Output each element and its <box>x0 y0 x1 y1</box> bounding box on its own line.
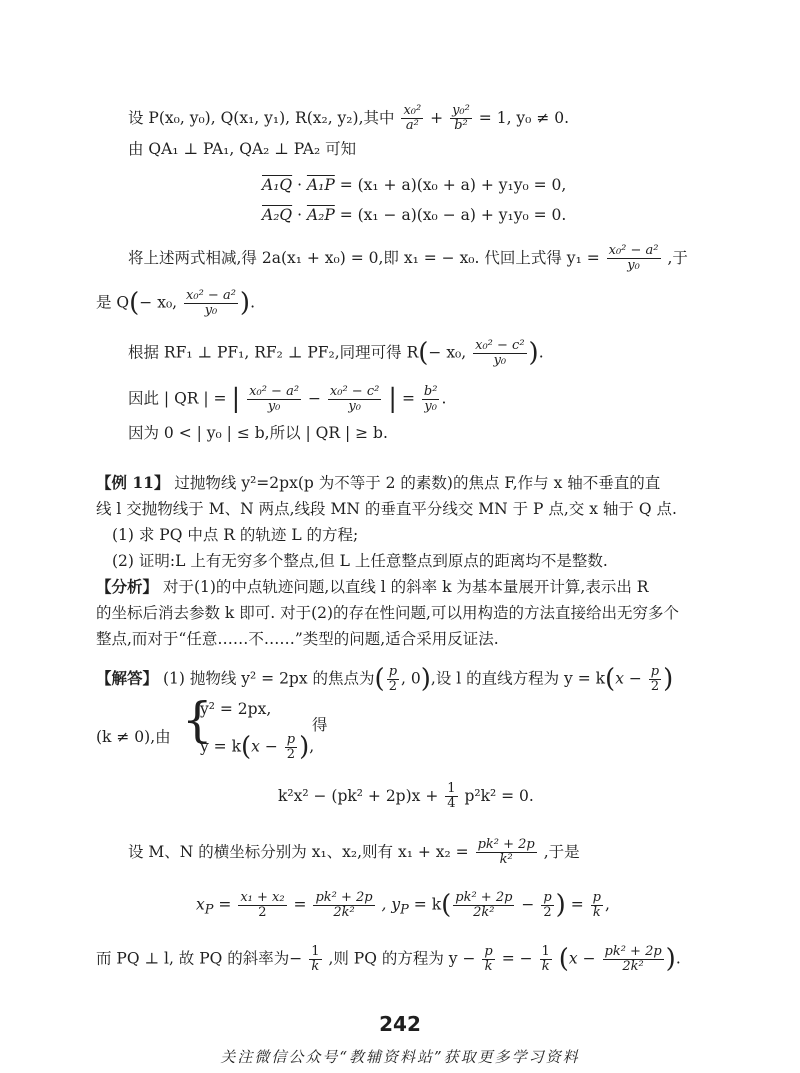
text-line-6: 是 Q(− x₀, $\frac{\text{x₀² − a²}}{\text{y₀}}$ ). <box>96 287 255 319</box>
solution-line-1 <box>96 664 673 695</box>
num: x₀² − a² <box>249 383 300 399</box>
l5-a: 将上述两式相减,得 2a(x₁ + x₀) = 0,即 x₁ = − x₀. 代回上式得 y₁ = <box>128 248 600 267</box>
so4-a: 设 M、N 的横坐标分别为 x₁、x₂,则有 x₁ + x₂ = <box>128 842 469 861</box>
frac-l8b <box>328 385 381 415</box>
x-minus: x − <box>615 669 642 688</box>
analysis-tag: 【分析】 <box>96 577 159 596</box>
den: 2k² <box>333 905 355 921</box>
equation-vec-2 <box>262 206 566 225</box>
num: y₀² <box>452 103 470 118</box>
l1-text: 设 P(x₀, y₀), Q(x₁, y₁), R(x₂, y₂),其中 <box>128 108 395 127</box>
den: k <box>484 959 493 975</box>
example-line-3: (1) 求 PQ 中点 R 的轨迹 L 的方程; <box>112 526 359 544</box>
rhs: = (x₁ − a)(x₀ − a) + y₁y₀ = 0. <box>339 206 567 224</box>
paren-open: ( <box>558 944 569 974</box>
num: 1 <box>311 943 320 959</box>
minus: − <box>307 389 321 408</box>
frac-p-2c <box>285 733 297 763</box>
den: k <box>541 959 550 975</box>
text-line-9: 因为 0 < | y₀ | ≤ b,所以 | QR | ≥ b. <box>128 424 388 442</box>
den: y₀ <box>267 399 281 415</box>
den: 2 <box>258 905 267 921</box>
system-brace: { <box>182 692 213 748</box>
k: = k <box>413 895 442 914</box>
paren-close: ) <box>555 890 566 920</box>
den: a² <box>405 118 419 134</box>
so3-b: p²k² = 0. <box>464 786 534 805</box>
paren-close: ) <box>299 732 310 762</box>
text-line-2: 由 QA₁ ⊥ PA₁, QA₂ ⊥ PA₂ 可知 <box>128 140 357 158</box>
num: pk² + 2p <box>477 837 535 852</box>
analysis-line-2: 的坐标后消去参数 k 即可. 对于(2)的存在性问题,可以用构造的方法直接给出无穷多个 <box>96 604 679 622</box>
rhs: = (x₁ + a)(x₀ + a) + y₁y₀ = 0, <box>339 176 567 194</box>
frac-1-4 <box>445 782 457 812</box>
abs-open: | <box>231 384 241 414</box>
vec: A₂Q <box>262 206 293 224</box>
num: p <box>592 889 601 905</box>
den: 2 <box>543 905 552 921</box>
an1: 对于(1)的中点轨迹问题,以直线 l 的斜率 k 为基本量展开计算,表示出 R <box>162 578 649 596</box>
num: p <box>543 889 552 905</box>
den: y₀ <box>204 303 218 319</box>
text-line-7: 根据 RF₁ ⊥ PF₁, RF₂ ⊥ PF₂,同理可得 R(− x₀, $\frac{\text{x₀² − c²}}{\text{y₀}}$ ). <box>128 337 544 369</box>
vec: A₁Q <box>262 176 293 194</box>
eq: = <box>570 895 584 914</box>
sub-p: P <box>204 902 214 918</box>
solution-line-6: 而 PQ ⊥ l, 故 PQ 的斜率为− $\frac{1}{k}$ ,则 PQ 的方程为 y − $\frac{p}{k}$ = − $\frac{1}{k}$ (x − $\frac{\text{pk² + 2p}}{\text{2k²}}$ ). <box>96 943 681 975</box>
so4-b: ,于是 <box>543 842 580 861</box>
so1-a: (1) 抛物线 y² = 2px 的焦点为 <box>162 669 375 688</box>
l6-a: 是 Q <box>96 293 130 312</box>
zero: , 0 <box>401 669 421 688</box>
example-tag: 【例 11】 <box>96 473 170 492</box>
l6-b: − x₀, <box>139 293 178 312</box>
frac-x0-a <box>401 104 423 134</box>
l8-a: 因此 | QR | = <box>128 389 227 408</box>
num: x₁ + x₂ <box>240 889 285 905</box>
paren-close: ) <box>528 338 539 368</box>
paren-close: ) <box>663 664 674 694</box>
abs-close: | <box>388 384 398 414</box>
num: b² <box>423 383 438 399</box>
l5-b: ,于 <box>667 248 688 267</box>
num: 1 <box>541 943 550 959</box>
frac-l7 <box>473 339 526 369</box>
system-eq-1: y² = 2px, <box>200 700 272 718</box>
den: 4 <box>447 796 456 812</box>
l7-a: 根据 RF₁ ⊥ PF₁, RF₂ ⊥ PF₂,同理可得 R <box>128 343 419 362</box>
num: x₀² − a² <box>608 243 659 258</box>
frac-pk2-k2 <box>476 838 537 868</box>
frac-1-k2 <box>540 945 552 975</box>
sys2-a: y = k <box>200 737 241 756</box>
den: k <box>592 905 601 921</box>
l1-tail: = 1, y₀ ≠ 0. <box>478 108 570 127</box>
text-line-1 <box>128 104 569 134</box>
den: 2 <box>286 747 296 763</box>
page-number: 242 <box>379 1012 421 1036</box>
num: x₀² − c² <box>475 337 525 353</box>
equation-vec-1 <box>262 176 566 195</box>
xp: x <box>196 895 205 914</box>
den: k² <box>499 852 513 868</box>
num: p <box>388 663 398 679</box>
so1-b: ,设 l 的直线方程为 y = k <box>430 669 606 688</box>
yp: , y <box>381 895 401 914</box>
den: y₀ <box>493 353 507 369</box>
solution-line-5: $x_P$ = $\frac{\text{x₁ + x₂}}{2}$ = $\frac{\text{pk² + 2p}}{\text{2k²}}$ , $y_P = k$( $\frac{\text{pk² + 2p}}{\text{2k²}}$ − $\frac{p}{2}$ ) = $\frac{p}{k}$ , <box>196 889 610 921</box>
num: p <box>484 943 493 959</box>
den: y₀ <box>424 399 437 415</box>
l7-b: − x₀, <box>428 343 467 362</box>
analysis-line-1 <box>96 578 648 597</box>
paren-open: ( <box>605 664 616 694</box>
paren-open: ( <box>374 664 385 694</box>
plus: + <box>430 108 444 127</box>
dot: · <box>297 206 302 224</box>
den: 2k² <box>622 959 644 975</box>
frac-1-k <box>309 945 321 975</box>
vec: A₂P <box>306 206 335 224</box>
frac-l5 <box>607 244 661 274</box>
text-line-5 <box>128 244 688 274</box>
paren-close: ) <box>665 944 676 974</box>
num: 1 <box>447 781 456 796</box>
den: k <box>311 959 320 975</box>
num: x₀² <box>403 103 422 118</box>
solution-line-4 <box>128 838 580 868</box>
system-eq-2: y = k(x − $\frac{p}{2}$ ), <box>200 731 315 763</box>
frac-pk2-2k2 <box>313 891 374 921</box>
num: p <box>286 731 296 747</box>
l8-b: = <box>401 389 415 408</box>
dot: · <box>297 176 302 194</box>
paren-open: ( <box>418 338 429 368</box>
paren-open: ( <box>241 732 252 762</box>
frac-pk2-2k2b <box>453 891 514 921</box>
den: y₀ <box>348 399 361 415</box>
num: x₀² − c² <box>329 383 380 399</box>
num: pk² + 2p <box>315 889 373 905</box>
num: p <box>650 663 660 679</box>
frac-x1x2-2 <box>238 891 286 921</box>
frac-p-k <box>591 891 603 921</box>
num: x₀² − a² <box>186 287 236 303</box>
eq: = <box>218 895 232 914</box>
num: pk² + 2p <box>604 943 662 959</box>
frac-p-k2 <box>482 945 494 975</box>
footer-note: 关注微信公众号“教辅资料站”获取更多学习资料 <box>220 1048 580 1066</box>
minus: − <box>521 895 535 914</box>
frac-p-2 <box>387 665 399 695</box>
frac-y0-b <box>450 104 472 134</box>
analysis-line-3: 整点,而对于“任意……不……”类型的问题,适合采用反证法. <box>96 630 499 648</box>
frac-p-2b <box>649 665 661 695</box>
solution-tag: 【解答】 <box>96 668 159 688</box>
example-line-4: (2) 证明:L 上有无穷多个整点,但 L 上任意整点到原点的距离均不是整数. <box>112 552 608 570</box>
den: 2 <box>388 679 397 695</box>
den: 2k² <box>473 905 495 921</box>
frac-l8c <box>422 385 440 415</box>
so6-b: ,则 PQ 的方程为 y − <box>328 949 476 968</box>
eq: = <box>293 895 307 914</box>
vec: A₁P <box>306 176 335 194</box>
paren-close: ) <box>239 288 251 318</box>
den: y₀ <box>627 258 640 274</box>
so3-a: k²x² − (pk² + 2p)x + <box>278 786 439 805</box>
paren-open: ( <box>129 288 140 318</box>
x-minus: x − <box>568 949 596 968</box>
text-line-8: 因此 | QR | = | $\frac{\text{x₀² − a²}}{\text{y₀}}$ − $\frac{\text{x₀² − c²}}{\text{y₀}}$ | = $\frac{\text{b²}}{\text{y₀}}$ . <box>128 383 447 415</box>
so6-c: = − <box>501 949 533 968</box>
ex1: 过抛物线 y²=2px(p 为不等于 2 的素数)的焦点 F,作与 x 轴不垂直的直 <box>174 474 661 492</box>
num: pk² + 2p <box>455 889 513 905</box>
paren-open: ( <box>441 890 452 920</box>
solution-line-3 <box>278 782 534 812</box>
so6-a: 而 PQ ⊥ l, 故 PQ 的斜率为− <box>96 949 303 968</box>
sub-p: P <box>400 902 409 918</box>
solution-line-2-post: 得 <box>312 716 328 734</box>
example-line-2: 线 l 交抛物线于 M、N 两点,线段 MN 的垂直平分线交 MN 于 P 点,交 x 轴于 Q 点. <box>96 500 677 518</box>
den: b² <box>454 118 468 134</box>
frac-pk2-2k2c <box>603 945 664 975</box>
solution-line-2-pre: (k ≠ 0),由 <box>96 728 171 746</box>
x-minus: x − <box>251 737 278 756</box>
den: 2 <box>650 679 660 695</box>
frac-l8a <box>247 385 301 415</box>
frac-l6 <box>184 289 238 319</box>
example-line-1 <box>96 474 660 493</box>
paren-close: ) <box>420 664 431 694</box>
frac-p-2d <box>541 891 553 921</box>
